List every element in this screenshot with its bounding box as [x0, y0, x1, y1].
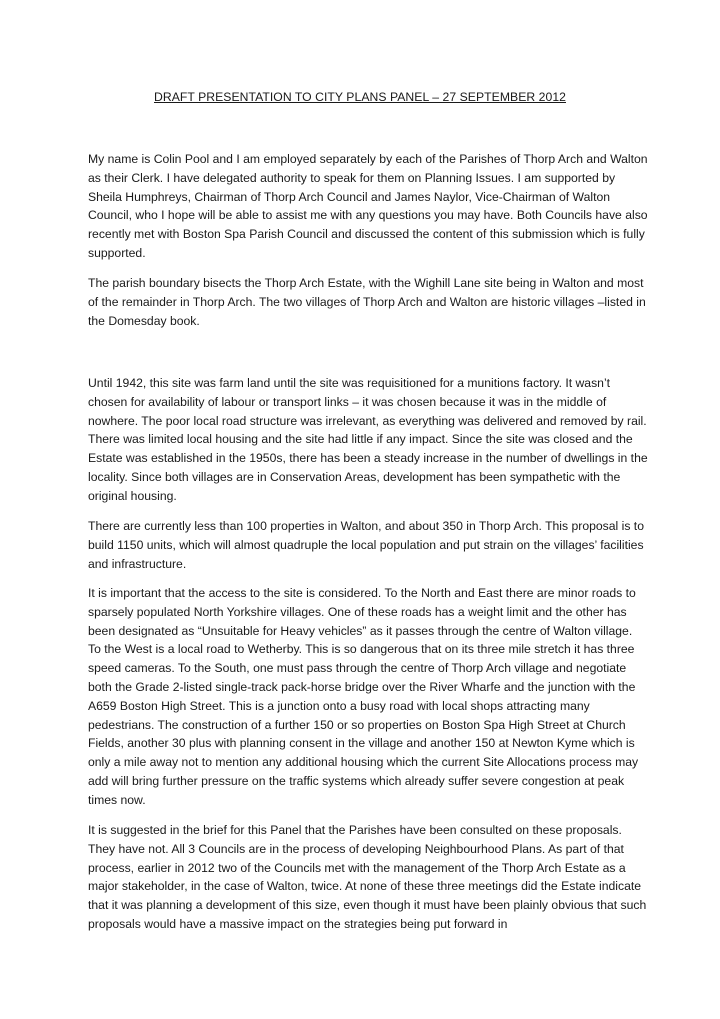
paragraph-site-history: [88, 374, 648, 506]
paragraph-parish-boundary: [88, 274, 648, 330]
paragraph-text: There are currently less than 100 properties in Walton, and about 350 in Thorp Arch. This proposal is to build 1150 units, which will almost quadruple the local population and put strain on the villages’ facilities and infrastructure.: [88, 519, 644, 571]
paragraph-text: My name is Colin Pool and I am employed separately by each of the Parishes of Thorp Arch and Walton as their Clerk. I have delegated authority to speak for them on Planning Issues. I am supported by Sheila Humphreys, Chairman of Thorp Arch Council and James Naylor, Vice-Chairman of Walton Council, who I hope will be able to assist me with any questions you may have. Both Councils have also recently met with Boston Spa Parish Council and discussed the content of this submission which is fully supported.: [88, 152, 648, 260]
paragraph-text: It is important that the access to the site is considered. To the North and East there are minor roads to sparsely populated North Yorkshire villages. One of these roads has a weight limit and the other has been designated as “Unsuitable for Heavy vehicles” as it passes through the centre of Walton village. To the West is a local road to Wetherby. This is so dangerous that on its three mile stretch it has three speed cameras. To the South, one must pass through the centre of Thorp Arch village and negotiate both the Grade 2-listed single-track pack-horse bridge over the River Wharfe and the junction with the A659 Boston High Street. This is a junction onto a busy road with local shops attracting many pedestrians. The construction of a further 150 or so properties on Boston Spa High Street at Church Fields, another 30 plus with planning consent in the village and another 150 at Newton Kyme which is only a mile away not to mention any additional housing which the current Site Allocations process may add will bring further pressure on the traffic systems which already suffer severe congestion at peak times now.: [88, 586, 639, 807]
paragraph-introduction: [88, 150, 648, 263]
paragraph-text: It is suggested in the brief for this Panel that the Parishes have been consulted on these proposals. They have not. All 3 Councils are in the process of developing Neighbourhood Plans. As part of that process, earlier in 2012 two of the Councils met with the management of the Thorp Arch Estate as a major stakeholder, in the case of Walton, twice. At none of these three meetings did the Estate indicate that it was planning a development of this size, even though it must have been plainly obvious that such proposals would have a massive impact on the strategies being put forward in: [88, 823, 647, 931]
paragraph-consultation: [88, 821, 648, 934]
paragraph-text: Until 1942, this site was farm land until the site was requisitioned for a munitions factory. It wasn’t chosen for availability of labour or transport links – it was chosen because it was in the middle of nowhere. The poor local road structure was irrelevant, as everything was delivered and removed by rail. There was limited local housing and the site had little if any impact. Since the site was closed and the Estate was established in the 1950s, there has been a steady increase in the number of dwellings in the locality. Since both villages are in Conservation Areas, development has been sympathetic with the original housing.: [88, 376, 648, 503]
paragraph-site-access: [88, 584, 648, 810]
document-title: DRAFT PRESENTATION TO CITY PLANS PANEL – 27 SEPTEMBER 2012: [154, 90, 566, 104]
paragraph-properties: [88, 517, 648, 573]
paragraph-text: The parish boundary bisects the Thorp Arch Estate, with the Wighill Lane site being in Walton and most of the remainder in Thorp Arch. The two villages of Thorp Arch and Walton are historic villages –listed in the Domesday book.: [88, 276, 646, 328]
